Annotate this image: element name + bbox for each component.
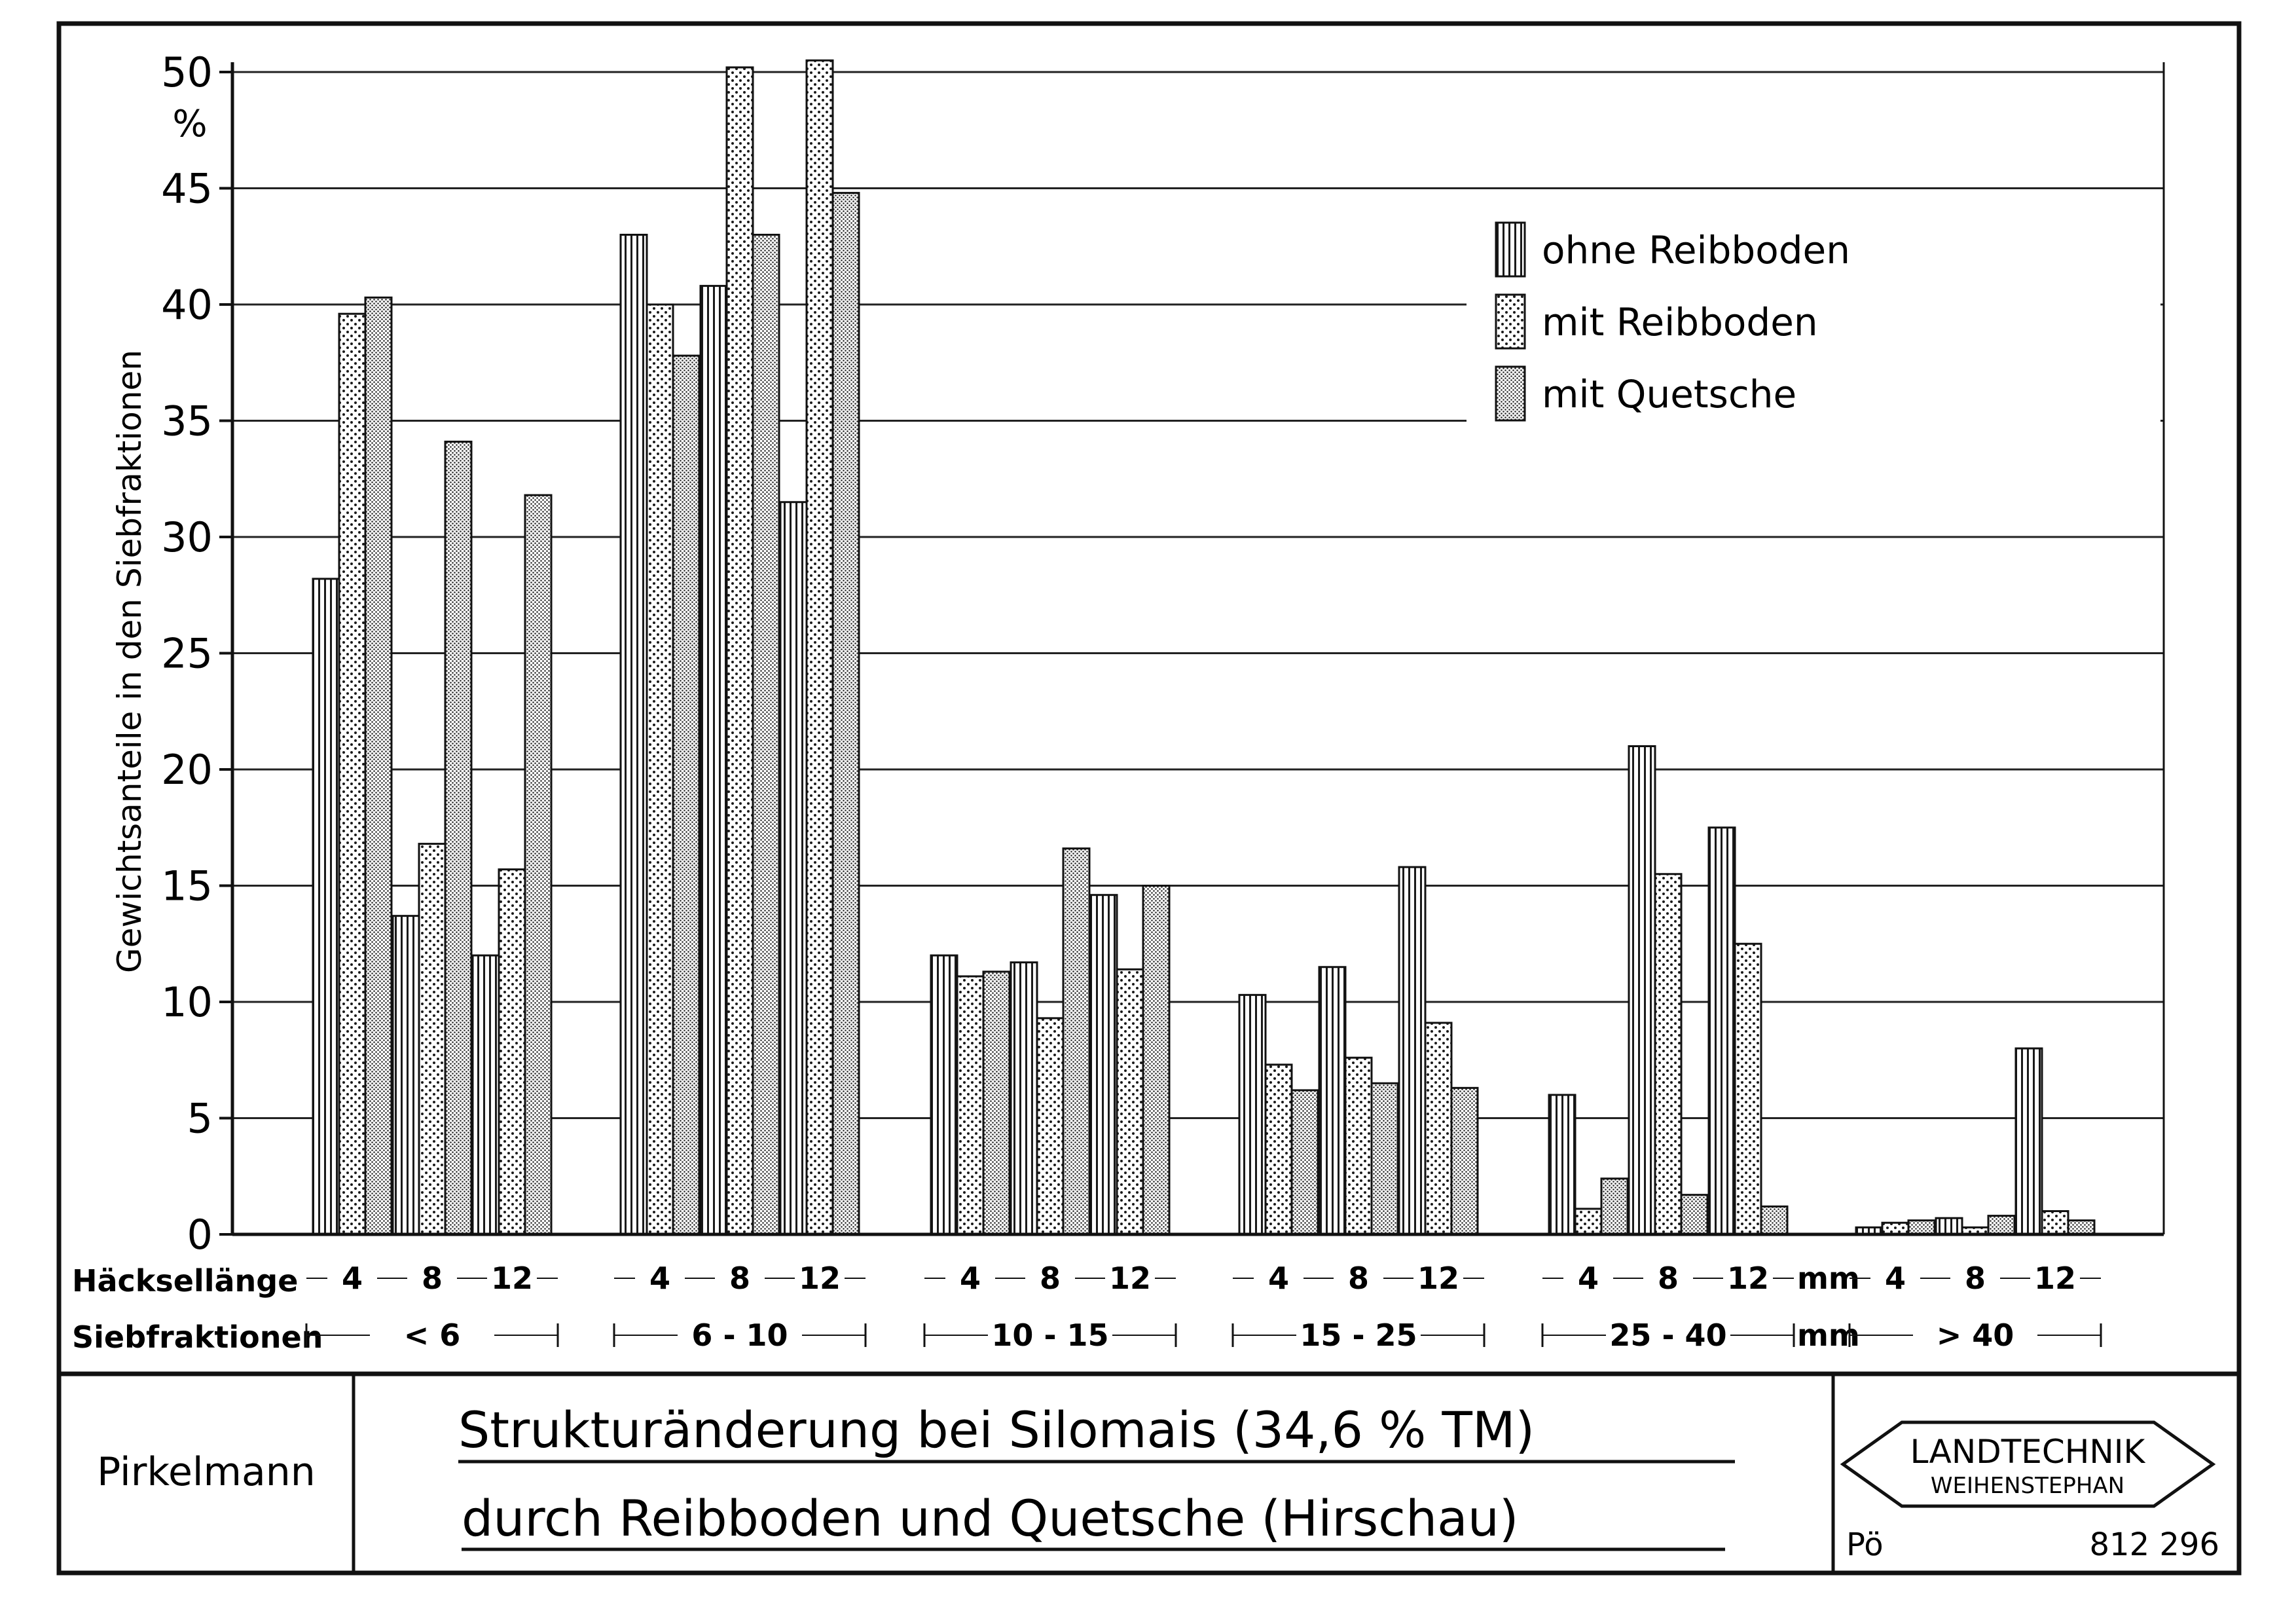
length-tick-label: 4 (1884, 1261, 1906, 1296)
bar (753, 235, 779, 1235)
bar (473, 955, 499, 1234)
bar (1575, 1209, 1601, 1234)
bar (1091, 895, 1117, 1234)
legend-label: mit Quetsche (1542, 372, 1797, 416)
y-tick-label: 0 (187, 1211, 213, 1259)
y-tick-label: 15 (161, 862, 213, 910)
category-rows (306, 1251, 2101, 1353)
length-tick-label: 8 (729, 1261, 751, 1296)
length-tick-label: 12 (1108, 1261, 1152, 1296)
bar (339, 314, 365, 1234)
title-line-1: Strukturänderung bei Silomais (34,6 % TM) (458, 1401, 1535, 1459)
bar (621, 235, 647, 1235)
y-unit: % (172, 103, 208, 145)
bar (499, 870, 525, 1234)
bar (1345, 1058, 1372, 1234)
length-tick-label: 4 (1577, 1261, 1599, 1296)
bar (727, 67, 753, 1234)
length-tick-label: 12 (1417, 1261, 1460, 1296)
bar (1425, 1023, 1451, 1234)
length-tick-label: 8 (1347, 1261, 1370, 1296)
length-tick-label: 4 (1267, 1261, 1290, 1296)
bar (1735, 944, 1761, 1234)
bar (393, 916, 419, 1234)
bar (1709, 828, 1735, 1234)
bar (1037, 1018, 1063, 1234)
y-tick-label: 10 (161, 978, 213, 1026)
legend-label: mit Reibboden (1542, 300, 1818, 344)
fraction-tick-label: 10 - 15 (991, 1318, 1109, 1353)
bar (931, 955, 957, 1234)
bar (1266, 1065, 1292, 1234)
bar (1239, 995, 1266, 1234)
bar (1399, 867, 1425, 1234)
bar (419, 844, 445, 1234)
fraction-tick-label: 25 - 40 (1609, 1318, 1727, 1353)
length-tick-label: 8 (421, 1261, 443, 1296)
bar (1601, 1179, 1628, 1234)
author-name: Pirkelmann (97, 1449, 316, 1495)
bar (1681, 1195, 1707, 1234)
y-tick-label: 35 (161, 397, 213, 445)
bar (647, 304, 673, 1234)
y-tick-label: 20 (161, 746, 213, 794)
bar (1908, 1221, 1935, 1234)
code-right: 812 296 (2089, 1526, 2219, 1563)
bar (1451, 1088, 1478, 1234)
y-tick-label: 50 (161, 48, 213, 96)
bar (365, 297, 392, 1234)
bar (2042, 1211, 2068, 1235)
bar (673, 356, 699, 1234)
bar (1936, 1218, 1962, 1234)
legend-label: ohne Reibboden (1542, 228, 1850, 272)
y-tick-label: 30 (161, 513, 213, 561)
bar (1117, 969, 1143, 1234)
y-tick-label: 25 (161, 629, 213, 678)
fraction-tick-label: > 40 (1936, 1318, 2014, 1353)
length-tick-label: 12 (2033, 1261, 2077, 1296)
bar (701, 286, 727, 1234)
bar (525, 495, 551, 1234)
bar (313, 579, 339, 1234)
bar (1063, 849, 1089, 1234)
length-tick-label: 4 (959, 1261, 981, 1296)
bar (807, 60, 833, 1234)
bar (1988, 1216, 2014, 1234)
y-tick-labels (161, 48, 213, 1259)
length-tick-label: 12 (1726, 1261, 1770, 1296)
y-tick-label: 5 (187, 1094, 213, 1143)
length-tick-label: 8 (1657, 1261, 1679, 1296)
bar (1143, 886, 1169, 1235)
length-tick-label: 8 (1964, 1261, 1986, 1296)
bar (957, 976, 983, 1234)
logo-line-1: LANDTECHNIK (1910, 1433, 2145, 1471)
y-axis-label: Gewichtsanteile in den Siebfraktionen (111, 350, 149, 973)
bar (1011, 963, 1037, 1234)
fraction-tick-label: 6 - 10 (691, 1318, 788, 1353)
bar (1629, 747, 1655, 1235)
bar (1292, 1090, 1318, 1234)
fraction-tick-label: 15 - 25 (1300, 1318, 1417, 1353)
legend-swatch (1496, 295, 1525, 348)
length-tick-label: 12 (798, 1261, 841, 1296)
landtechnik-logo (1843, 1422, 2213, 1506)
legend-swatch (1496, 367, 1525, 420)
y-tick-label: 40 (161, 281, 213, 329)
bar (833, 193, 859, 1234)
length-tick-label: 4 (341, 1261, 363, 1296)
logo-line-2: WEIHENSTEPHAN (1930, 1473, 2125, 1499)
fraction-tick-label: < 6 (403, 1318, 461, 1353)
bar (1319, 967, 1345, 1234)
length-tick-label: 8 (1039, 1261, 1061, 1296)
row-label-fraction: Siebfraktionen (72, 1320, 323, 1355)
bar (1372, 1083, 1398, 1234)
length-tick-label: 4 (649, 1261, 671, 1296)
bar (983, 972, 1010, 1234)
bar (2068, 1221, 2094, 1234)
bar (1882, 1223, 1908, 1234)
fraction-unit: mm (1797, 1318, 1860, 1353)
bar (1761, 1206, 1787, 1234)
bar (2016, 1048, 2042, 1234)
row-label-length: Häcksellänge (72, 1263, 299, 1299)
bar (780, 502, 807, 1234)
bar (1549, 1095, 1575, 1234)
legend-swatch (1496, 223, 1525, 276)
title-line-2: durch Reibboden und Quetsche (Hirschau) (462, 1489, 1519, 1547)
length-unit: mm (1797, 1261, 1860, 1296)
legend (1467, 206, 2160, 429)
y-tick-label: 45 (161, 164, 213, 213)
bar (445, 441, 471, 1234)
length-tick-label: 12 (490, 1261, 534, 1296)
code-left: Pö (1846, 1526, 1884, 1563)
bar (1655, 874, 1681, 1234)
